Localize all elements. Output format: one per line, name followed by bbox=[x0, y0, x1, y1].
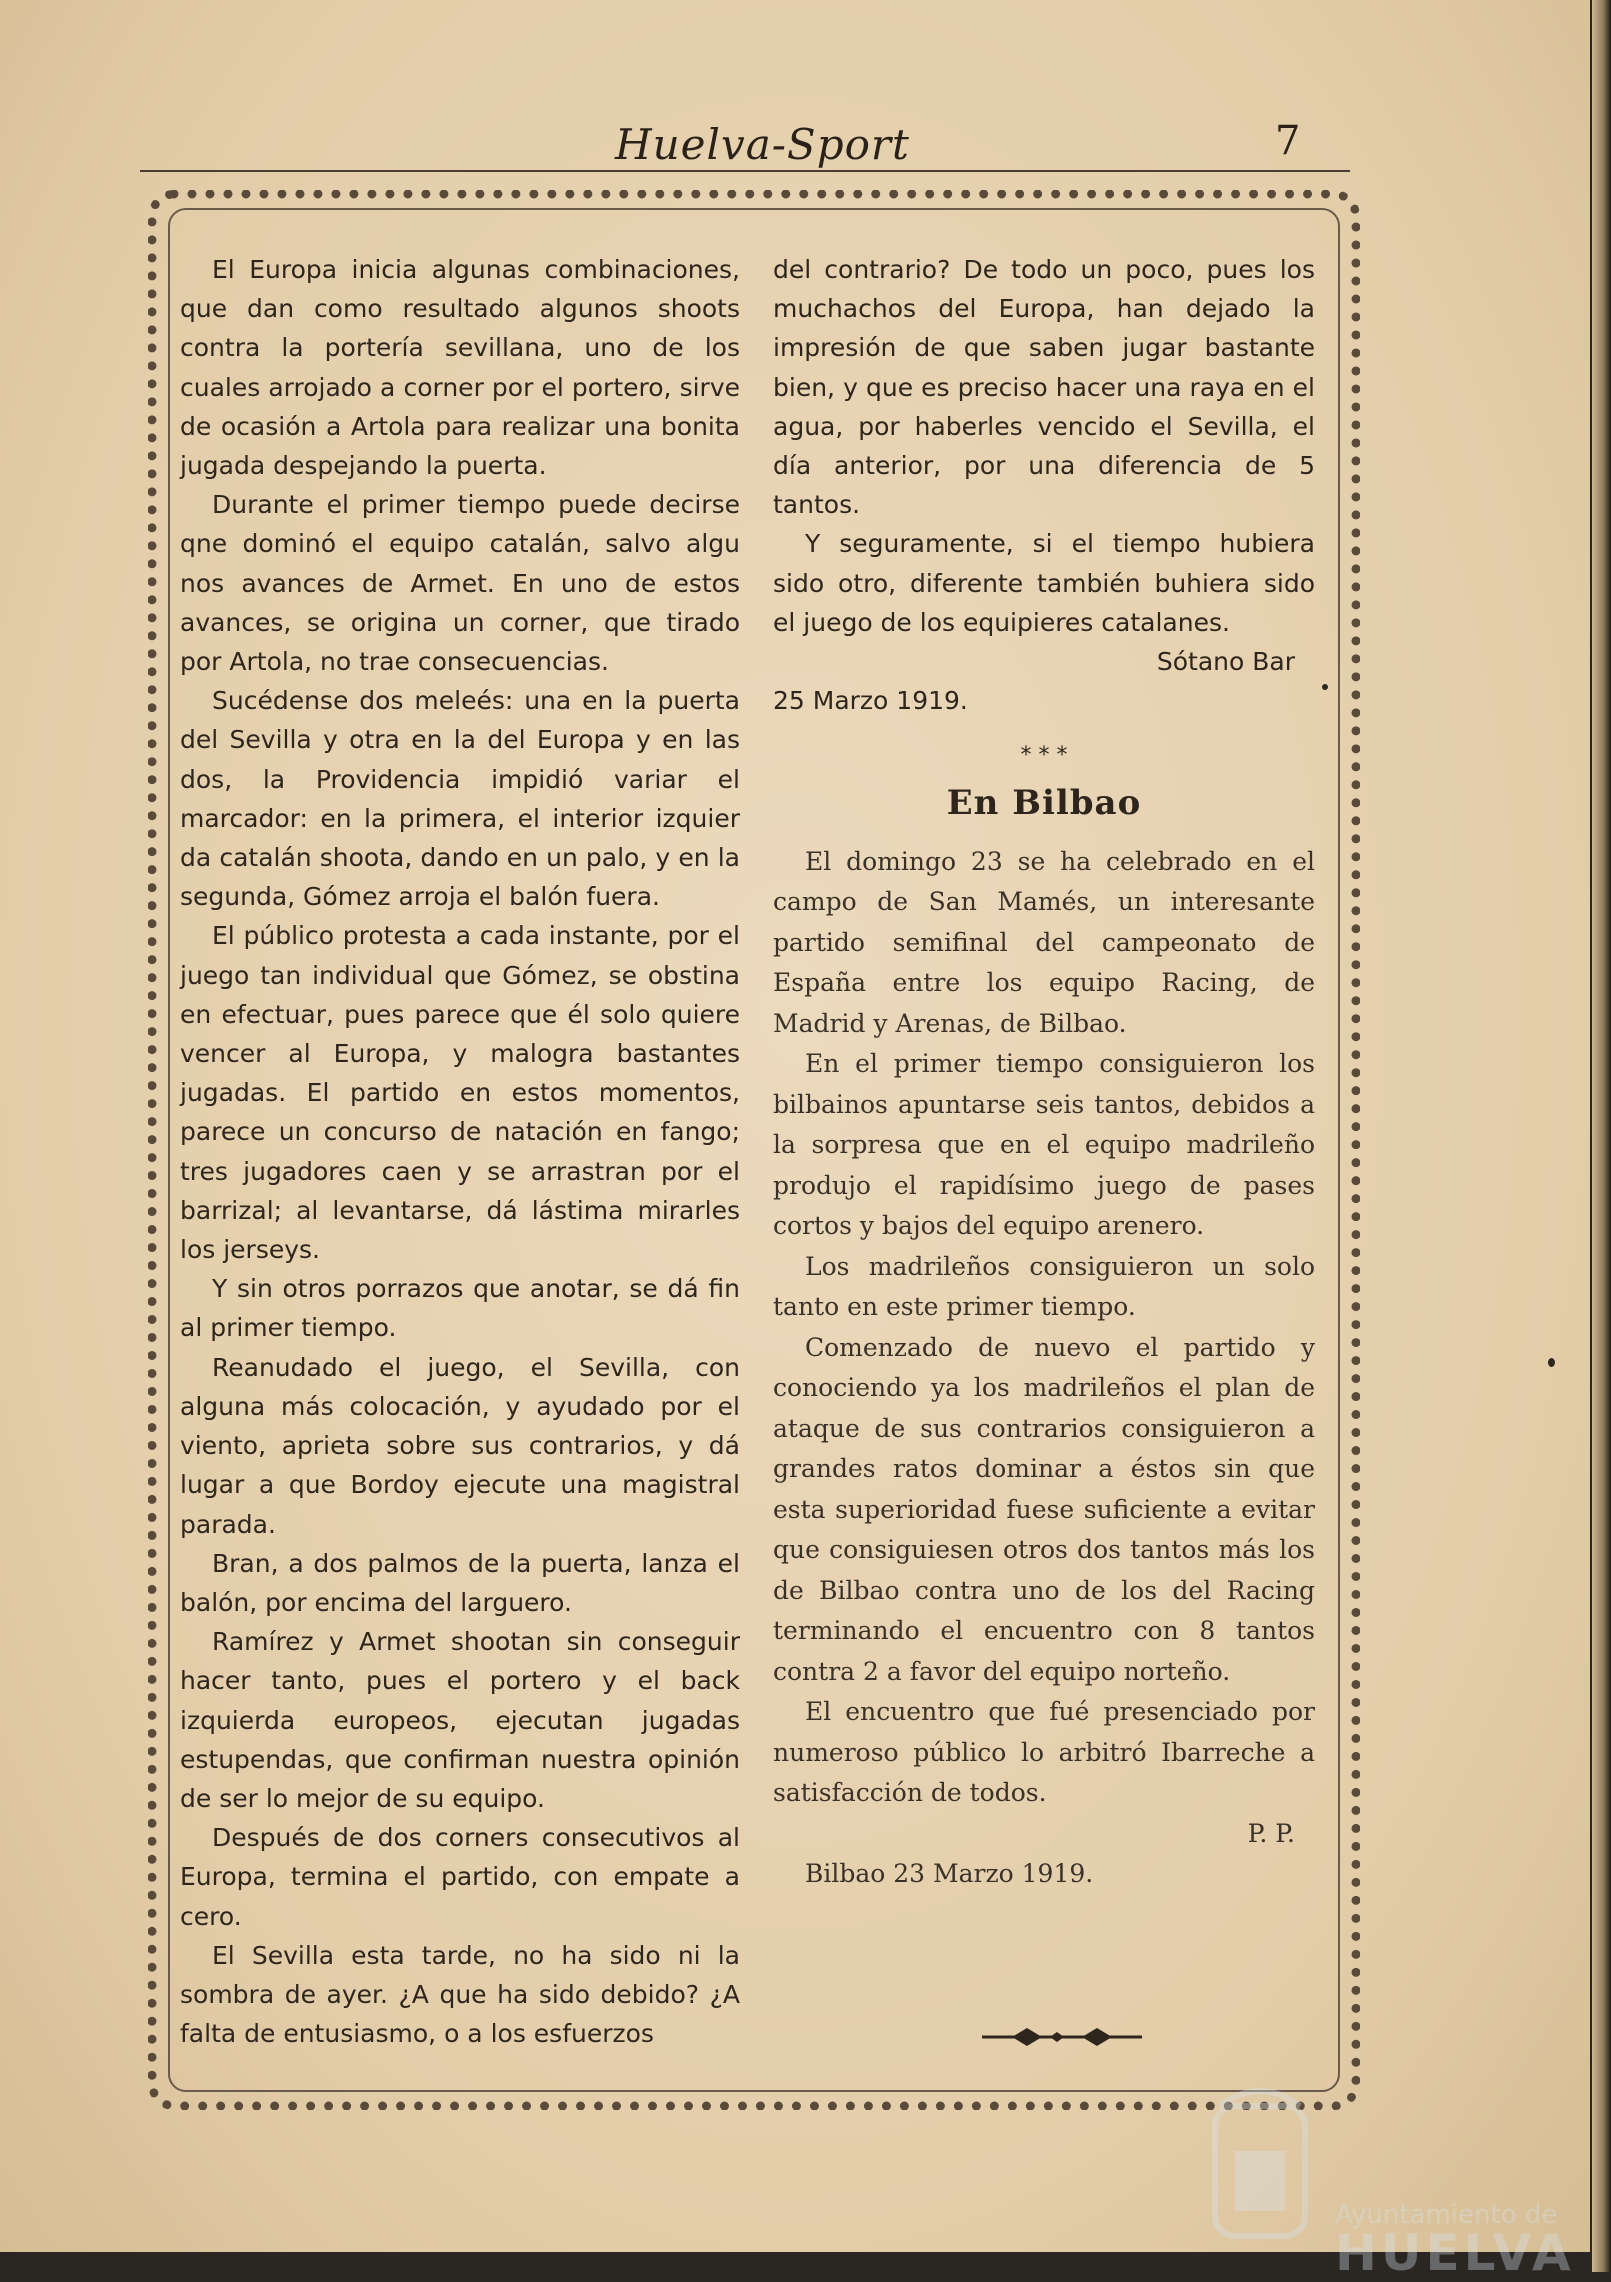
paragraph: Y sin otros porrazos que anotar, se dá fin al primer tiempo. bbox=[180, 1274, 740, 1343]
paragraph: Los madrileños consiguieron un solo tanto en este primer tiempo. bbox=[773, 1251, 1315, 1322]
paragraph: En el primer tiempo consiguieron los bilbainos apuntarse seis tantos, debidos a la sorpresa que en el equipo madrileño produjo el rapidísimo juego de pases cortos y bajos del equipo arenero. bbox=[773, 1049, 1315, 1241]
header-rule bbox=[140, 170, 1350, 172]
paragraph: El Sevilla esta tarde, no ha sido ni la sombra de ayer. ¿A que ha sido debido? ¿A falta de entusiasmo, o a los esfuerzos bbox=[180, 1940, 740, 2049]
dateline: 25 Marzo 1919. bbox=[773, 686, 968, 716]
running-title: Huelva-Sport bbox=[615, 120, 910, 169]
paragraph: Bran, a dos palmos de la puerta, lanza el balón, por encima del larguero. bbox=[180, 1548, 740, 1617]
end-ornament-icon bbox=[982, 2022, 1142, 2052]
dateline: Bilbao 23 Marzo 1919. bbox=[805, 1859, 1094, 1889]
paragraph: Comenzado de nuevo el partido y conociendo ya los madrileños el plan de ataque de sus contrarios consiguieron a grandes ratos dominar a éstos sin que esta superioridad fuese suficiente a evitar que consiguiesen otros dos tantos más los de Bilbao contra uno de los del Racing terminando el encuentro con 8 tantos contra 2 a favor del equipo norteño. bbox=[773, 1332, 1315, 1686]
signature-pp: P. P. bbox=[1247, 1818, 1295, 1848]
paragraph: El domingo 23 se ha celebrado en el campo de San Mamés, un interesante partido semifinal del campeonato de España entre los equipo Racing, de Madrid y Arenas, de Bilbao. bbox=[773, 846, 1315, 1038]
left-column bbox=[180, 250, 740, 2053]
paragraph: El encuentro que fué presenciado por numeroso público lo arbitró Ibarreche a satisfacción de todos. bbox=[773, 1697, 1315, 1808]
coat-of-arms-icon bbox=[1200, 2076, 1320, 2246]
ink-speck bbox=[1322, 684, 1328, 690]
paragraph: Y seguramente, si el tiempo hubiera sido otro, diferente también buhiera sido el juego de los equipieres catalanes. bbox=[773, 529, 1315, 637]
paragraph: Reanudado el juego, el Sevilla, con alguna más colocación, y ayudado por el viento, aprieta sobre sus contrarios, y dá lugar a que Bordoy ejecute una magistral parada. bbox=[180, 1352, 740, 1539]
paragraph: El Europa inicia algunas combinaciones, que dan como resultado algunos shoots contra la portería sevillana, uno de los cuales arrojado a corner por el portero, sirve de ocasión a Artola para realizar una bonita jugada despejando la puerta. bbox=[180, 255, 740, 481]
signature-sotano-bar: Sótano Bar bbox=[1156, 647, 1295, 677]
ink-speck bbox=[1548, 1358, 1555, 1367]
watermark-line1: Ayuntamiento de bbox=[1335, 2200, 1558, 2230]
paragraph: del contrario? De todo un poco, pues los muchachos del Europa, han dejado la impresión de que saben jugar bastante bien, y que es preciso hacer una raya en el agua, por haberles vencido el Sevilla, el día anterior, por una diferencia de 5 tantos. bbox=[773, 255, 1315, 520]
page-number: 7 bbox=[1275, 118, 1301, 164]
section-title: En Bilbao bbox=[946, 783, 1142, 824]
paragraph: Ramírez y Armet shootan sin conseguir hacer tanto, pues el portero y el back izquierda europeos, ejecutan jugadas estupendas, que confirman nuestra opinión de ser lo mejor de su equipo. bbox=[180, 1627, 740, 1813]
asterism-separator: * * * bbox=[1020, 743, 1068, 769]
archive-watermark bbox=[1200, 2076, 1575, 2282]
watermark-line2: HUELVA bbox=[1335, 2224, 1575, 2282]
bilbao-article bbox=[773, 842, 1315, 1895]
paragraph: El público protesta a cada instante, por el juego tan individual que Gómez, se obstina en efectuar, pues parece que él solo quiere vencer al Europa, y malogra bastantes jugadas. El partido en estos momentos, parece un concurso de natación en fango; tres jugadores caen y se arrastran por el barrizal; al levantarse, dá lástima mirarles los jerseys. bbox=[180, 921, 740, 1265]
page-edge bbox=[1592, 0, 1611, 2272]
right-column bbox=[773, 250, 1315, 1895]
paragraph: Después de dos corners consecutivos al Europa, termina el partido, con empate a cero. bbox=[180, 1823, 740, 1931]
paragraph: Durante el primer tiempo puede decirse qne dominó el equipo catalán, salvo algu nos avances de Armet. En uno de estos avances, se origina un corner, que tirado por Artola, no trae consecuencias. bbox=[180, 490, 740, 677]
paragraph: Sucédense dos meleés: una en la puerta del Sevilla y otra en la del Europa y en las dos, la Providencia impidió variar el marcador: en la primera, el interior izquier da catalán shoota, dando en un palo, y en la segunda, Gómez arroja el balón fuera. bbox=[180, 686, 740, 912]
page-header bbox=[560, 112, 1340, 174]
